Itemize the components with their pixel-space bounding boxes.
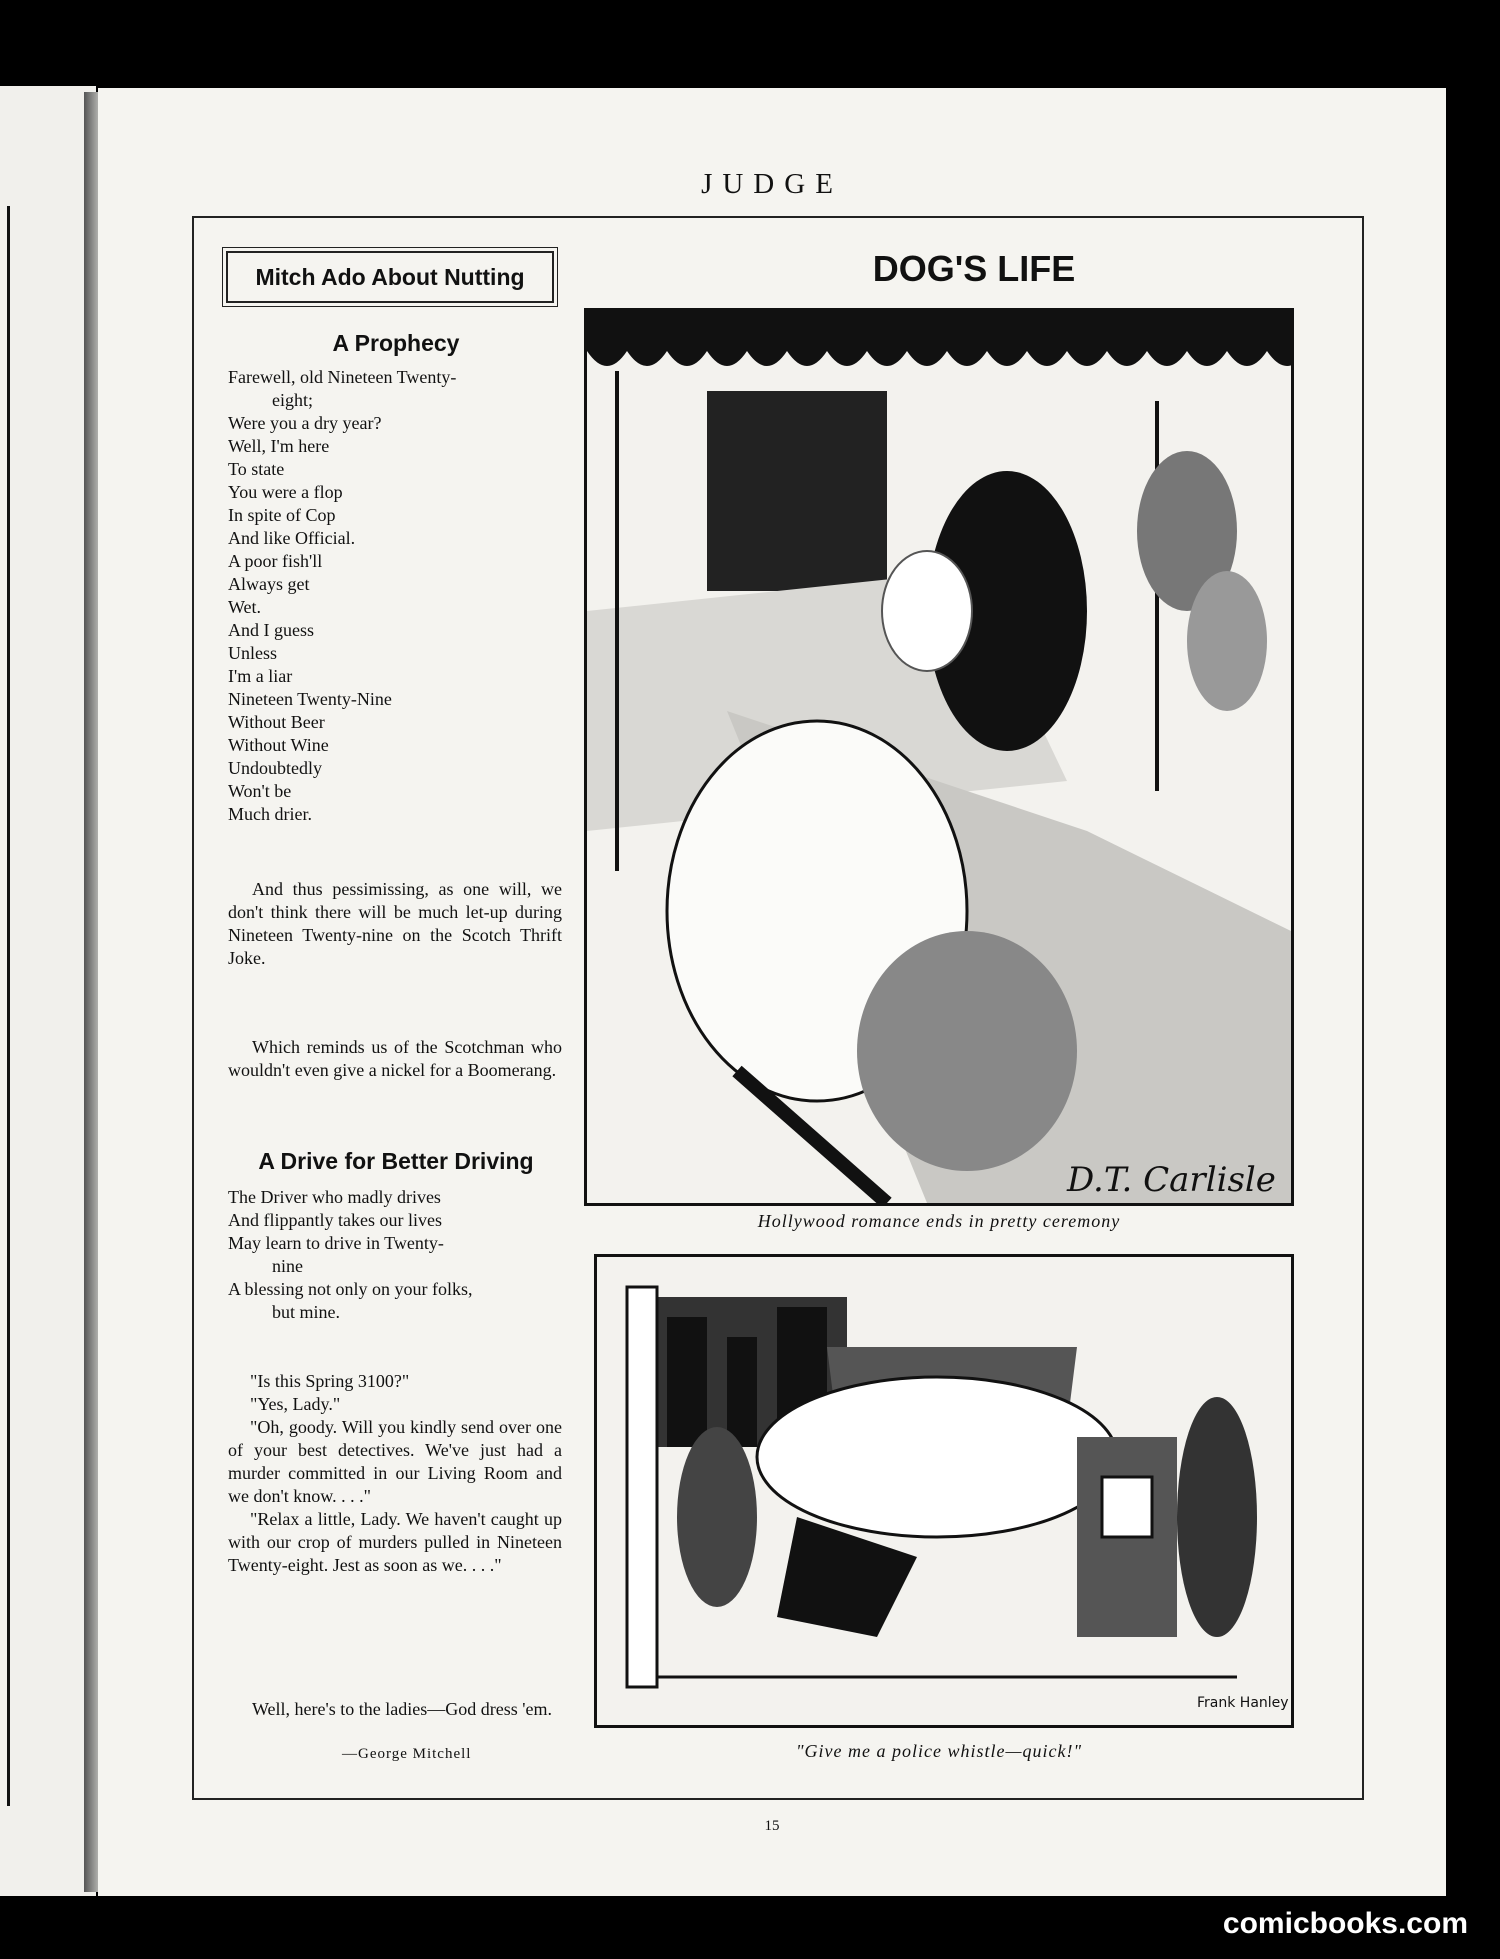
page-number: 15: [764, 1818, 780, 1834]
poem-line: Always get: [228, 574, 310, 594]
boomerang-paragraph: [228, 1036, 562, 1082]
facing-page-rule: [0, 206, 10, 1806]
poem-line: A poor fish'll: [228, 551, 323, 571]
artist-signature: Frank Hanley: [1197, 1695, 1289, 1711]
page-frame: [192, 216, 1364, 1800]
poem-line: In spite of Cop: [228, 505, 336, 525]
detective-dialog: [228, 1370, 562, 1577]
poem-line: A blessing not only on your folks,: [228, 1279, 473, 1299]
author-signature: —George Mitchell: [342, 1746, 472, 1762]
dialog-line: "Relax a little, Lady. We haven't caught up with our crop of murders pulled in Nineteen Twenty-eight. Jest as soon as we. . . .": [228, 1509, 562, 1575]
cartoon-column: [584, 218, 1364, 1798]
poem-line: but mine.: [272, 1302, 340, 1322]
poem-line: I'm a liar: [228, 666, 293, 686]
police-whistle-illustration: [597, 1257, 1291, 1725]
running-head: JUDGE: [701, 168, 843, 200]
pessimism-paragraph: [228, 878, 562, 970]
poem-line: And like Official.: [228, 528, 356, 548]
poem-line: The Driver who madly drives: [228, 1187, 441, 1207]
poem-line: May learn to drive in Twenty-: [228, 1233, 444, 1253]
dialog-line: "Is this Spring 3100?": [250, 1371, 410, 1391]
poem-line: To state: [228, 459, 285, 479]
police-whistle-cartoon: [594, 1254, 1294, 1728]
poem-line: Wet.: [228, 597, 262, 617]
poem-line: Farewell, old Nineteen Twenty-: [228, 367, 457, 387]
column-title: Mitch Ado About Nutting: [226, 251, 554, 303]
poem-line: Nineteen Twenty-Nine: [228, 689, 392, 709]
poem-line: You were a flop: [228, 482, 343, 502]
poem-line: Unless: [228, 643, 277, 663]
poem-line: Undoubtedly: [228, 758, 322, 778]
paragraph-text: Well, here's to the ladies—God dress 'em.: [252, 1699, 552, 1719]
cartoon2-caption: "Give me a police whistle—quick!": [795, 1741, 1083, 1761]
facing-page-edge: [0, 86, 96, 1896]
poem-line: Without Beer: [228, 712, 325, 732]
dog-wedding-illustration: [587, 311, 1291, 1203]
poem-line: Won't be: [228, 781, 292, 801]
poem-line: Were you a dry year?: [228, 413, 382, 433]
poem-line: And I guess: [228, 620, 314, 640]
poem-line: eight;: [272, 390, 313, 410]
closing-paragraph: [228, 1698, 562, 1721]
site-watermark: comicbooks.com: [1222, 1907, 1468, 1940]
artist-signature: D.T. Carlisle: [1067, 1160, 1276, 1200]
paragraph-text: Which reminds us of the Scotchman who wouldn't even give a nickel for a Boomerang.: [228, 1037, 562, 1080]
drive-poem: [228, 1186, 568, 1324]
feature-title: DOG'S LIFE: [872, 248, 1076, 289]
cartoon1-caption: Hollywood romance ends in pretty ceremony: [757, 1211, 1121, 1231]
poem-line: nine: [272, 1256, 303, 1276]
dialog-line: "Yes, Lady.": [250, 1394, 341, 1414]
paragraph-text: And thus pessimissing, as one will, we don't think there will be much let-up during Nineteen Twenty-nine on the Scotch Thrift Joke.: [228, 879, 562, 968]
poem-line: Much drier.: [228, 804, 312, 824]
prophecy-heading: A Prophecy: [332, 330, 460, 356]
poem-line: Well, I'm here: [228, 436, 330, 456]
poem-line: And flippantly takes our lives: [228, 1210, 442, 1230]
dialog-line: "Oh, goody. Will you kindly send over one of your best detectives. We've just had a murder committed in our Living Room and we don't know. . . .": [228, 1417, 562, 1506]
dog-wedding-cartoon: [584, 308, 1294, 1206]
drive-heading: A Drive for Better Driving: [258, 1148, 534, 1174]
prophecy-poem: [228, 366, 568, 826]
humor-column: [212, 218, 580, 1798]
poem-line: Without Wine: [228, 735, 329, 755]
magazine-page: [98, 88, 1446, 1896]
